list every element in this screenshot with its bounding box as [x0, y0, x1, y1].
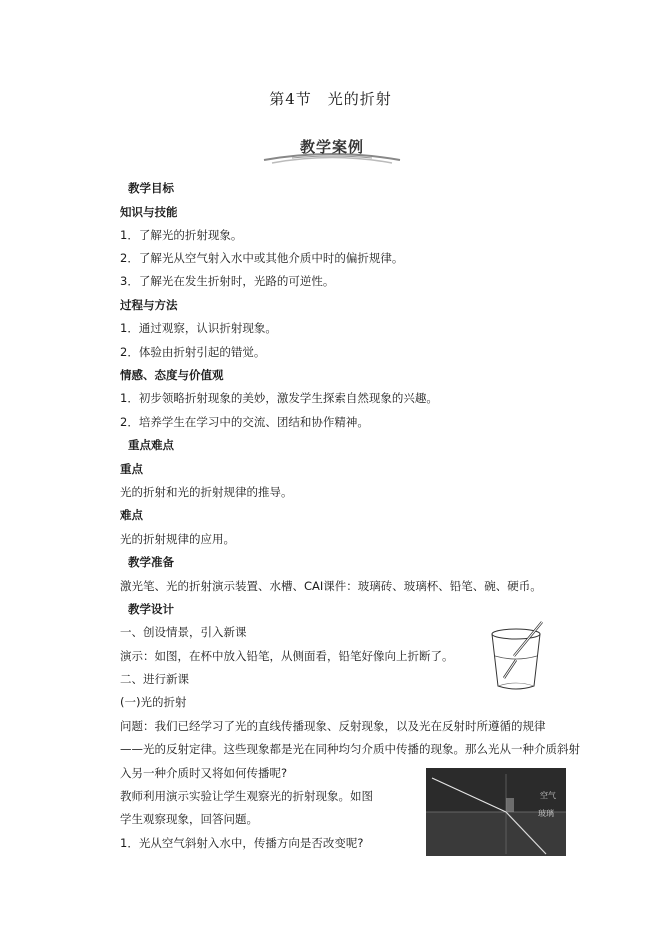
text-line: 入另一种介质时又将如何传播呢? [120, 766, 288, 780]
text-line: 1．了解光的折射现象。 [120, 228, 243, 242]
page-title: 第4节 光的折射 [269, 90, 392, 108]
text-line: 2．培养学生在学习中的交流、团结和协作精神。 [120, 415, 369, 429]
text-line: 2．体验由折射引起的错觉。 [120, 345, 266, 359]
text-line: 激光笔、光的折射演示装置、水槽、CAI课件：玻璃砖、玻璃杯、铅笔、碗、硬币。 [120, 579, 542, 593]
glass-with-pencil-icon [486, 620, 550, 694]
refraction-experiment-photo [426, 768, 566, 856]
text-line: 1．初步领略折射现象的美妙，激发学生探索自然现象的兴趣。 [120, 391, 438, 405]
text-line: ——光的反射定律。这些现象都是光在同种均匀介质中传播的现象。那么光从一种介质斜射 [120, 742, 580, 756]
heading-objectives: 教学目标 [128, 181, 174, 195]
text-line: 光的折射规律的应用。 [120, 532, 235, 546]
text-line: 问题：我们已经学习了光的直线传播现象、反射现象，以及光在反射时所遵循的规律 [120, 719, 546, 733]
section-banner [262, 134, 402, 166]
heading-preparation: 教学准备 [128, 555, 174, 569]
text-line: 学生观察现象，回答问题。 [120, 812, 258, 826]
text-line: 演示：如图，在杯中放入铅笔，从侧面看，铅笔好像向上折断了。 [120, 649, 454, 663]
text-line: 3．了解光在发生折射时，光路的可逆性。 [120, 274, 335, 288]
text-line: 一、创设情景，引入新课 [120, 625, 247, 639]
text-line: 1．光从空气斜射入水中，传播方向是否改变呢? [120, 836, 364, 850]
text-line: 二、进行新课 [120, 672, 189, 686]
text-line: 2．了解光从空气射入水中或其他介质中时的偏折规律。 [120, 251, 404, 265]
subheading-process: 过程与方法 [120, 298, 178, 312]
subheading-knowledge: 知识与技能 [120, 205, 178, 219]
text-line: 光的折射和光的折射规律的推导。 [120, 485, 293, 499]
text-line: 1．通过观察，认识折射现象。 [120, 321, 277, 335]
heading-design: 教学设计 [128, 602, 174, 616]
heading-key-points: 重点难点 [128, 438, 174, 452]
text-line: (一)光的折射 [120, 695, 187, 709]
subheading-difficulty: 难点 [120, 508, 143, 522]
subheading-focus: 重点 [120, 462, 143, 476]
text-line: 教师利用演示实验让学生观察光的折射现象。如图 [120, 789, 373, 803]
subheading-attitude: 情感、态度与价值观 [120, 368, 224, 382]
label-air: 空气 [540, 791, 556, 800]
label-glass: 玻璃 [538, 809, 554, 818]
banner-label: 教学案例 [299, 138, 364, 156]
